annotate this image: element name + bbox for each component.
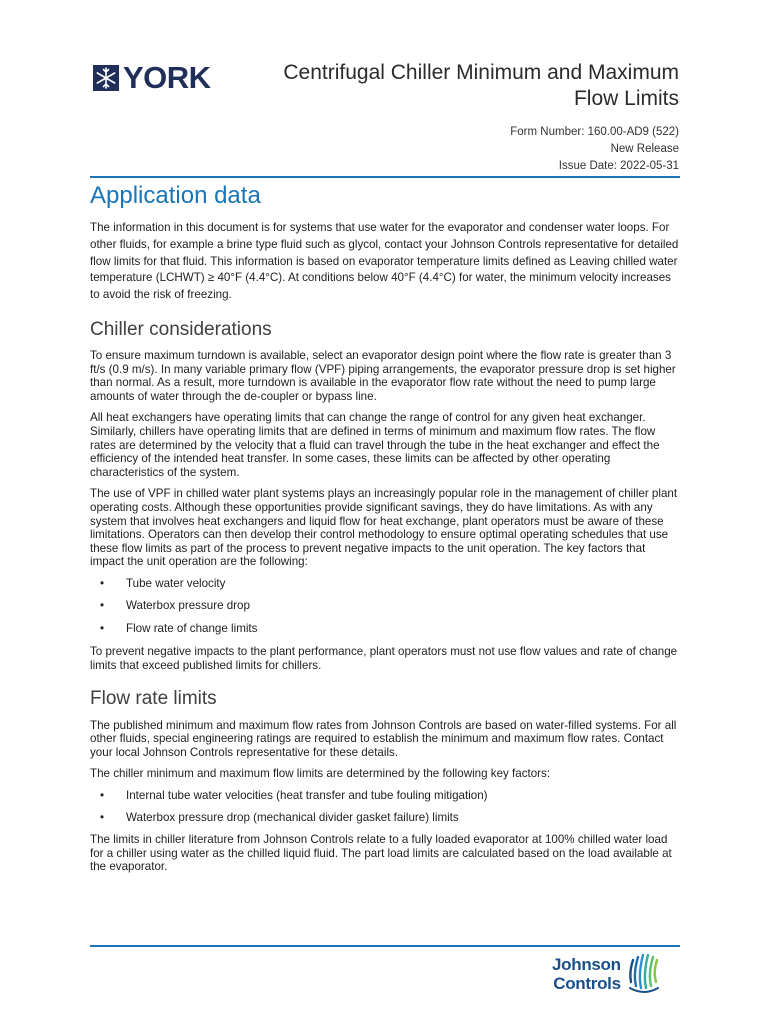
document-body [90,180,680,874]
list-item: • Tube water velocity [90,573,680,596]
application-data-text: The information in this document is for systems that use water for the evaporator and condenser water loops. For other fluids, for example a brine type fluid such as glycol, contact your Johnson Controls representative for detailed flow limits for that fluid. This information is based on evaporator temperature limits defined as Leaving chilled water temperature (LCHWT) ≥ 40°F (4.4°C). At conditions below 40°F (4.4°C) for water, the minimum velocity increases to avoid the risk of freezing. [90,221,679,302]
york-logo-text: YORK [123,60,211,95]
key-factors-list [90,573,680,641]
chiller-considerations-heading: Chiller considerations [90,318,272,340]
johnson-controls-wordmark: Johnson Controls [552,955,621,993]
document-meta [510,124,679,175]
york-logo [93,62,211,93]
flow-paragraph-3: The limits in chiller literature from Johnson Controls relate to a fully loaded evaporator at 100% chilled water load for a chiller using water as the chilled liquid fluid. The part load limits are calculated based on the load available at the evaporator. [90,832,672,874]
form-number: Form Number: 160.00-AD9 (522) [510,126,679,138]
application-data-heading: Application data [90,182,261,209]
flow-factors-list [90,785,680,830]
bullet-icon: • [100,811,105,825]
list-item: • Waterbox pressure drop [90,595,680,618]
bullet-icon: • [100,621,105,635]
document-title [209,60,679,112]
bullet-icon: • [100,599,105,613]
bullet-icon: • [100,788,105,802]
chiller-paragraph-4: To prevent negative impacts to the plant performance, plant operators must not use flow values and rate of change limits that exceed published limits for chillers. [90,645,678,672]
title-line-1: Centrifugal Chiller Minimum and Maximum [283,61,679,84]
chiller-paragraph-2: All heat exchangers have operating limits that can change the range of control for any given heat exchanger. Similarly, chillers have operating limits that are defined in terms of minimum and maximum flow rates. The flow rates are determined by the velocity that a fluid can travel through the tube in the heat exchanger and effect the efficiency of the intended heat transfer. In some cases, these limits can be affected by other operating characteristics of the system. [90,411,660,479]
flow-rate-limits-heading: Flow rate limits [90,687,217,709]
chiller-paragraph-3: The use of VPF in chilled water plant systems plays an increasingly popular role in the management of chiller plant operating costs. Although these opportunities provide significant savings, they do have limitations. As with any system that involves heat exchangers and liquid flow for heat exchange, plant operators must be aware of these limitations. Operators can then develop their control methodology to ensure optimal operating schedules that use these flow limits as part of the process to prevent negative impacts to the unit operation. The key factors that impact the unit operation are the following: [90,487,678,569]
flow-paragraph-1: The published minimum and maximum flow rates from Johnson Controls are based on water-filled systems. For all other fluids, special engineering ratings are required to establish the minimum and maximum flow rates. Contact your local Johnson Controls representative for these details. [90,718,677,759]
issue-date: Issue Date: 2022-05-31 [558,160,679,172]
chiller-paragraph-1: To ensure maximum turndown is available, select an evaporator design point where the flow rate is greater than 3 ft/s (0.9 m/s). In many variable primary flow (VPF) piping arrangements, the evaporator pressure drop is set higher than normal. As a result, more turndown is available in the evaporator flow rate without the need to pump large amounts of water through the de-coupler or bypass line. [90,348,676,403]
snowflake-icon [93,65,119,91]
list-item: • Waterbox pressure drop (mechanical divider gasket failure) limits [90,807,680,830]
johnson-controls-logo [552,952,661,996]
footer-divider [90,945,680,947]
release-status: New Release [610,143,679,155]
johnson-controls-mark-icon [627,952,661,996]
header-divider [90,176,680,178]
flow-paragraph-2: The chiller minimum and maximum flow limits are determined by the following key factors: [90,767,551,781]
list-item: • Internal tube water velocities (heat transfer and tube fouling mitigation) [90,785,680,808]
bullet-icon: • [100,576,105,590]
title-line-2: Flow Limits [573,87,679,110]
list-item: • Flow rate of change limits [90,618,680,641]
